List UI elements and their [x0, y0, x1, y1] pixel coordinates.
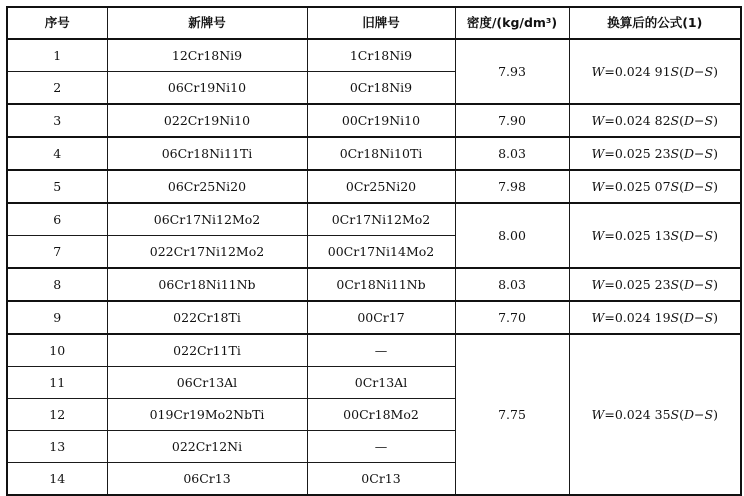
- table-row: [7, 137, 741, 170]
- row-number-cell: 12: [7, 399, 107, 431]
- row-number-cell: 8: [7, 268, 107, 301]
- old-grade-cell: 0Cr18Ni11Nb: [307, 268, 455, 301]
- table-row: [7, 268, 741, 301]
- formula-cell: [569, 268, 741, 301]
- density-cell: 7.93: [455, 39, 569, 104]
- formula-s2: S: [704, 63, 714, 79]
- formula-paren-close: ): [713, 63, 718, 79]
- formula-coefficient: 0.025 23: [614, 276, 671, 292]
- formula-s2: S: [704, 406, 714, 422]
- formula-equals: =: [604, 227, 615, 243]
- formula-d: D: [684, 309, 695, 325]
- formula-s: S: [670, 145, 680, 161]
- formula-d: D: [684, 276, 695, 292]
- formula-s2: S: [704, 276, 714, 292]
- formula-paren-close: ): [713, 178, 718, 194]
- formula-paren-close: ): [713, 309, 718, 325]
- formula-w: W: [591, 112, 605, 128]
- formula-equals: =: [604, 145, 615, 161]
- row-number-cell: 4: [7, 137, 107, 170]
- formula-paren-open: (: [679, 63, 684, 79]
- formula-s2: S: [704, 112, 714, 128]
- formula-s: S: [670, 276, 680, 292]
- formula-s: S: [670, 227, 680, 243]
- formula-coefficient: 0.024 19: [614, 309, 671, 325]
- formula-s: S: [670, 406, 680, 422]
- row-number-cell: 9: [7, 301, 107, 334]
- density-cell: 8.03: [455, 268, 569, 301]
- steel-density-table: [6, 6, 742, 496]
- formula-w: W: [591, 227, 605, 243]
- new-grade-cell: 022Cr19Ni10: [107, 104, 307, 137]
- formula-equals: =: [604, 63, 615, 79]
- new-grade-cell: 06Cr18Ni11Ti: [107, 137, 307, 170]
- row-number-cell: 11: [7, 367, 107, 399]
- formula-equals: =: [604, 276, 615, 292]
- formula-w: W: [591, 63, 605, 79]
- formula-s2: S: [704, 309, 714, 325]
- old-grade-cell: 00Cr17: [307, 301, 455, 334]
- formula-paren-close: ): [713, 227, 718, 243]
- formula-coefficient: 0.025 23: [614, 145, 671, 161]
- formula-minus: −: [694, 309, 705, 325]
- table-row: [7, 334, 741, 367]
- row-number-cell: 2: [7, 72, 107, 105]
- formula-cell: [569, 334, 741, 495]
- col-header-no: 序号: [7, 7, 107, 39]
- formula-coefficient: 0.025 07: [614, 178, 671, 194]
- formula-paren-open: (: [679, 227, 684, 243]
- formula-d: D: [684, 112, 695, 128]
- formula-paren-close: ): [713, 112, 718, 128]
- old-grade-cell: 1Cr18Ni9: [307, 39, 455, 72]
- formula-w: W: [591, 309, 605, 325]
- formula-s2: S: [704, 145, 714, 161]
- new-grade-cell: 022Cr17Ni12Mo2: [107, 236, 307, 269]
- table-row: [7, 104, 741, 137]
- old-grade-cell: —: [307, 431, 455, 463]
- formula-cell: [569, 104, 741, 137]
- row-number-cell: 10: [7, 334, 107, 367]
- row-number-cell: 1: [7, 39, 107, 72]
- old-grade-cell: 0Cr25Ni20: [307, 170, 455, 203]
- formula-s2: S: [704, 178, 714, 194]
- col-header-formula: 换算后的公式(1): [569, 7, 741, 39]
- new-grade-cell: 019Cr19Mo2NbTi: [107, 399, 307, 431]
- formula-w: W: [591, 276, 605, 292]
- formula-paren-open: (: [679, 406, 684, 422]
- formula-paren-open: (: [679, 178, 684, 194]
- table-row: [7, 170, 741, 203]
- formula-paren-open: (: [679, 276, 684, 292]
- formula-cell: [569, 301, 741, 334]
- formula-w: W: [591, 406, 605, 422]
- formula-coefficient: 0.025 13: [614, 227, 671, 243]
- formula-d: D: [684, 406, 695, 422]
- formula-equals: =: [604, 309, 615, 325]
- formula-paren-close: ): [713, 145, 718, 161]
- row-number-cell: 14: [7, 463, 107, 496]
- formula-w: W: [591, 145, 605, 161]
- col-header-density: 密度/(kg/dm³): [455, 7, 569, 39]
- old-grade-cell: 0Cr13: [307, 463, 455, 496]
- density-cell: 7.70: [455, 301, 569, 334]
- table-row: [7, 301, 741, 334]
- density-cell: 8.00: [455, 203, 569, 268]
- formula-s: S: [670, 178, 680, 194]
- formula-coefficient: 0.024 91: [614, 63, 671, 79]
- header-row: [7, 7, 741, 39]
- density-cell: 7.98: [455, 170, 569, 203]
- density-cell: 7.75: [455, 334, 569, 495]
- formula-paren-open: (: [679, 309, 684, 325]
- formula-coefficient: 0.024 82: [614, 112, 671, 128]
- old-grade-cell: —: [307, 334, 455, 367]
- formula-paren-close: ): [713, 406, 718, 422]
- old-grade-cell: 0Cr13Al: [307, 367, 455, 399]
- old-grade-cell: 0Cr17Ni12Mo2: [307, 203, 455, 236]
- density-cell: 8.03: [455, 137, 569, 170]
- formula-minus: −: [694, 112, 705, 128]
- formula-minus: −: [694, 145, 705, 161]
- formula-minus: −: [694, 178, 705, 194]
- formula-equals: =: [604, 406, 615, 422]
- new-grade-cell: 022Cr18Ti: [107, 301, 307, 334]
- formula-d: D: [684, 63, 695, 79]
- new-grade-cell: 06Cr13Al: [107, 367, 307, 399]
- row-number-cell: 3: [7, 104, 107, 137]
- new-grade-cell: 022Cr11Ti: [107, 334, 307, 367]
- formula-paren-open: (: [679, 112, 684, 128]
- formula-s: S: [670, 309, 680, 325]
- new-grade-cell: 06Cr13: [107, 463, 307, 496]
- density-cell: 7.90: [455, 104, 569, 137]
- row-number-cell: 5: [7, 170, 107, 203]
- table-row: [7, 203, 741, 236]
- formula-minus: −: [694, 406, 705, 422]
- new-grade-cell: 06Cr17Ni12Mo2: [107, 203, 307, 236]
- formula-paren-close: ): [713, 276, 718, 292]
- formula-cell: [569, 203, 741, 268]
- formula-equals: =: [604, 112, 615, 128]
- formula-cell: [569, 137, 741, 170]
- formula-coefficient: 0.024 35: [614, 406, 671, 422]
- formula-s: S: [670, 63, 680, 79]
- old-grade-cell: 00Cr19Ni10: [307, 104, 455, 137]
- formula-d: D: [684, 227, 695, 243]
- formula-s2: S: [704, 227, 714, 243]
- formula-minus: −: [694, 227, 705, 243]
- old-grade-cell: 0Cr18Ni10Ti: [307, 137, 455, 170]
- formula-cell: [569, 170, 741, 203]
- formula-equals: =: [604, 178, 615, 194]
- formula-d: D: [684, 178, 695, 194]
- new-grade-cell: 06Cr18Ni11Nb: [107, 268, 307, 301]
- new-grade-cell: 06Cr25Ni20: [107, 170, 307, 203]
- old-grade-cell: 0Cr18Ni9: [307, 72, 455, 105]
- new-grade-cell: 06Cr19Ni10: [107, 72, 307, 105]
- formula-s: S: [670, 112, 680, 128]
- formula-w: W: [591, 178, 605, 194]
- new-grade-cell: 022Cr12Ni: [107, 431, 307, 463]
- formula-paren-open: (: [679, 145, 684, 161]
- col-header-new-grade: 新牌号: [107, 7, 307, 39]
- row-number-cell: 6: [7, 203, 107, 236]
- formula-minus: −: [694, 276, 705, 292]
- new-grade-cell: 12Cr18Ni9: [107, 39, 307, 72]
- table-row: [7, 39, 741, 72]
- old-grade-cell: 00Cr17Ni14Mo2: [307, 236, 455, 269]
- old-grade-cell: 00Cr18Mo2: [307, 399, 455, 431]
- formula-d: D: [684, 145, 695, 161]
- formula-minus: −: [694, 63, 705, 79]
- formula-cell: [569, 39, 741, 104]
- row-number-cell: 13: [7, 431, 107, 463]
- col-header-old-grade: 旧牌号: [307, 7, 455, 39]
- row-number-cell: 7: [7, 236, 107, 269]
